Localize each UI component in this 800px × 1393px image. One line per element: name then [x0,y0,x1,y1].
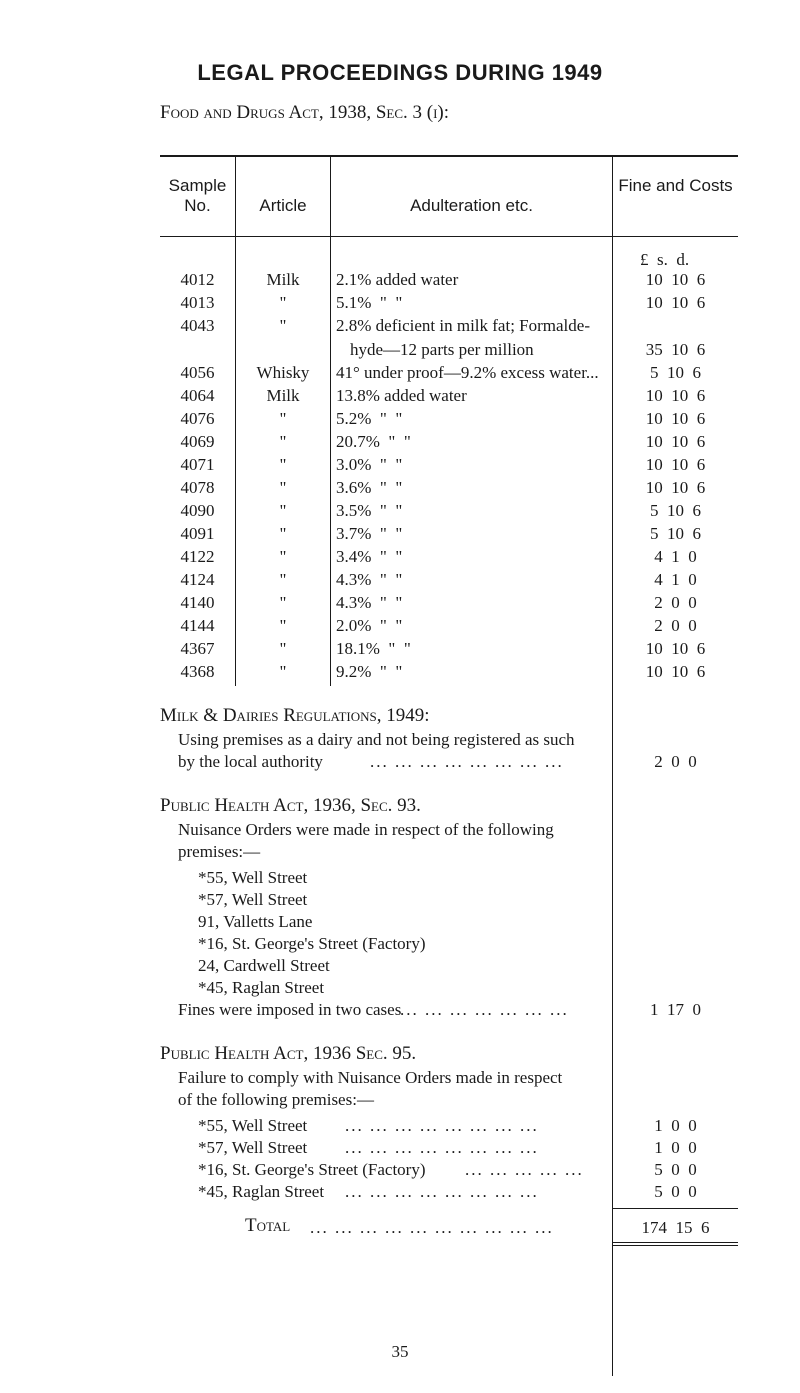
row-sample-no: 4078 [180,478,215,497]
pha93-fine: 1 17 0 [650,1000,701,1019]
header-currency: £ s. d. [640,250,690,269]
row-sample-no: 4122 [180,547,215,566]
premises-item: *16, St. George's Street (Factory) [198,934,426,953]
table-top-rule [160,155,738,157]
row-article: " [279,570,287,589]
total-label: Total [245,1215,291,1236]
pha95-line2: of the following premises:— [178,1090,374,1109]
row-adulteration: 4.3% " " [336,570,403,589]
row-sample-no: 4076 [180,409,215,428]
leader-dots: ... ... ... ... ... ... ... ... [345,1138,539,1157]
row-sample-no: 4144 [180,616,215,635]
row-sample-no: 4069 [180,432,215,451]
row-article: Milk [266,270,300,289]
row-article: " [279,501,287,520]
header-article: Article [259,196,307,215]
row-sample-no: 4013 [180,293,215,312]
row-adulteration: 3.6% " " [336,478,403,497]
row-fine: 10 10 6 [645,662,706,681]
row-adulteration: 41° under proof—9.2% excess water... [336,363,599,382]
pha95-title: Public Health Act, 1936 Sec. 95. [160,1043,417,1064]
total-top-rule [612,1208,738,1209]
leader-dots: ... ... ... ... ... ... ... [400,1000,569,1019]
row-sample-no: 4140 [180,593,215,612]
header-adulteration: Adulteration etc. [410,196,533,215]
row-sample-no: 4367 [180,639,215,658]
table-header-rule [160,236,738,237]
row-adulteration: 2.0% " " [336,616,403,635]
row-article: Milk [266,386,300,405]
row-adulteration: 5.2% " " [336,409,403,428]
total-bottom-rule-2 [612,1245,738,1246]
row-fine: 10 10 6 [645,432,706,451]
pha95-item-fine: 1 0 0 [654,1116,697,1135]
row-article: Whisky [256,363,310,382]
milk-dairies-title: Milk & Dairies Regulations, 1949: [160,705,430,726]
row-fine: 10 10 6 [645,270,706,289]
milk-dairies-line2: by the local authority [178,752,323,771]
row-sample-no: 4368 [180,662,215,681]
row-adulteration: 20.7% " " [336,432,411,451]
row-adulteration: hyde—12 parts per million [350,340,534,359]
row-fine: 4 1 0 [654,547,697,566]
row-fine: 10 10 6 [645,386,706,405]
row-fine: 10 10 6 [645,478,706,497]
pha95-item-fine: 1 0 0 [654,1138,697,1157]
pha95-item: *57, Well Street [198,1138,308,1157]
pha93-title: Public Health Act, 1936, Sec. 93. [160,795,421,816]
row-adulteration: 3.7% " " [336,524,403,543]
row-article: " [279,316,287,335]
leader-dots: ... ... ... ... ... ... ... ... [370,752,564,771]
row-article: " [279,639,287,658]
row-sample-no: 4124 [180,570,215,589]
row-adulteration: 3.0% " " [336,455,403,474]
pha93-line2: premises:— [178,842,261,861]
row-fine: 2 0 0 [654,593,697,612]
row-adulteration: 4.3% " " [336,593,403,612]
row-sample-no: 4091 [180,524,215,543]
row-fine: 2 0 0 [654,616,697,635]
pha95-item-fine: 5 0 0 [654,1182,697,1201]
pha95-item: *16, St. George's Street (Factory) [198,1160,426,1179]
row-fine: 10 10 6 [645,293,706,312]
row-article: " [279,409,287,428]
row-adulteration: 3.4% " " [336,547,403,566]
row-adulteration: 13.8% added water [336,386,467,405]
row-article: " [279,547,287,566]
row-sample-no: 4012 [180,270,215,289]
row-fine: 4 1 0 [654,570,697,589]
row-fine: 10 10 6 [645,409,706,428]
row-sample-no: 4071 [180,455,215,474]
row-adulteration: 18.1% " " [336,639,411,658]
pha95-line1: Failure to comply with Nuisance Orders made in respect [178,1068,563,1087]
row-fine: 35 10 6 [645,340,706,359]
col-divider-2 [330,156,331,686]
row-adulteration: 9.2% " " [336,662,403,681]
pha93-line1: Nuisance Orders were made in respect of the following [178,820,554,839]
row-sample-no: 4056 [180,363,215,382]
milk-dairies-fine: 2 0 0 [654,752,697,771]
total-value: 174 15 6 [641,1218,710,1237]
milk-dairies-line1: Using premises as a dairy and not being registered as such [178,730,575,749]
row-sample-no: 4064 [180,386,215,405]
page-title: LEGAL PROCEEDINGS DURING 1949 [197,60,603,85]
row-article: " [279,616,287,635]
row-article: " [279,593,287,612]
row-fine: 5 10 6 [650,524,701,543]
row-fine: 10 10 6 [645,455,706,474]
row-article: " [279,455,287,474]
row-fine: 5 10 6 [650,501,701,520]
row-article: " [279,293,287,312]
leader-dots: ... ... ... ... ... ... ... ... [345,1182,539,1201]
row-adulteration: 2.8% deficient in milk fat; Formalde- [336,316,590,335]
pha95-item-fine: 5 0 0 [654,1160,697,1179]
leader-dots: ... ... ... ... ... ... ... ... ... ... [310,1218,554,1237]
premises-item: *45, Raglan Street [198,978,325,997]
premises-item: *55, Well Street [198,868,308,887]
row-sample-no: 4043 [180,316,215,335]
row-article: " [279,662,287,681]
row-adulteration: 5.1% " " [336,293,403,312]
row-article: " [279,478,287,497]
row-fine: 5 10 6 [650,363,701,382]
page-number: 35 [391,1342,409,1361]
leader-dots: ... ... ... ... ... ... ... ... [345,1116,539,1135]
row-sample-no: 4090 [180,501,215,520]
premises-item: *57, Well Street [198,890,308,909]
header-fine-costs: Fine and Costs [618,176,733,195]
row-article: " [279,432,287,451]
pha95-item: *55, Well Street [198,1116,308,1135]
row-article: " [279,524,287,543]
pha95-item: *45, Raglan Street [198,1182,325,1201]
row-adulteration: 3.5% " " [336,501,403,520]
header-sample-no: Sample No. [168,176,227,215]
section-title-food-drugs: Food and Drugs Act, 1938, Sec. 3 (i): [160,102,450,123]
total-bottom-rule-1 [612,1242,738,1243]
pha93-fines-line: Fines were imposed in two cases [178,1000,402,1019]
premises-item: 24, Cardwell Street [198,956,330,975]
row-adulteration: 2.1% added water [336,270,459,289]
row-fine: 10 10 6 [645,639,706,658]
premises-item: 91, Valletts Lane [198,912,313,931]
leader-dots: ... ... ... ... ... [465,1160,584,1179]
